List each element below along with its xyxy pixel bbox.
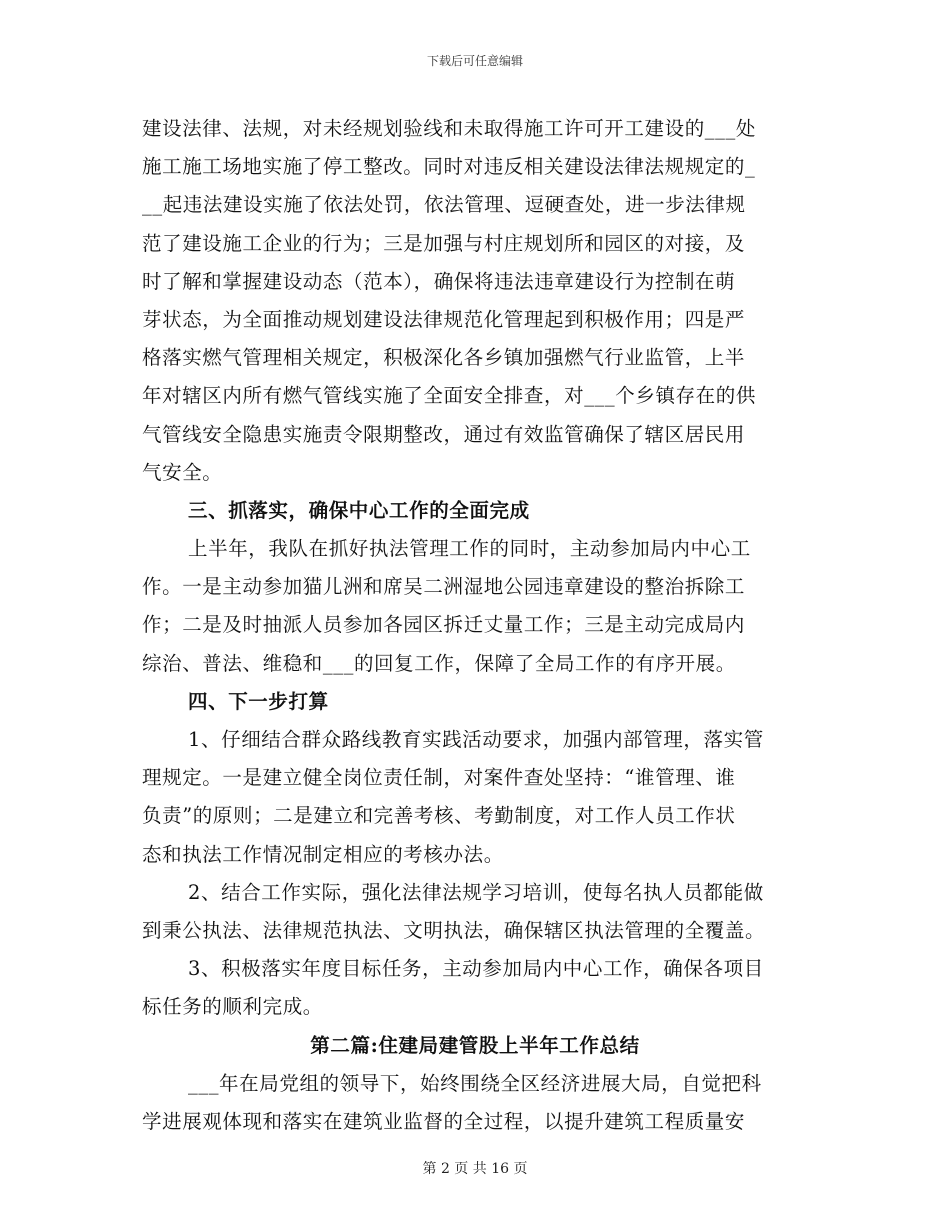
body-line: 作；二是及时抽派人员参加各园区拆迁丈量工作；三是主动完成局内 — [142, 613, 746, 637]
page-header: 下载后可任意编辑 — [426, 54, 523, 68]
body-line: __起违法建设实施了依法处罚，依法管理、逗硬查处，进一步法律规 — [142, 193, 746, 217]
body-line: 施工施工场地实施了停工整改。同时对违反相关建设法律法规规定的_ — [142, 155, 756, 179]
body-line: 芽状态，为全面推动规划建设法律规范化管理起到积极作用；四是严 — [142, 307, 746, 331]
body-line: ___年在局党组的领导下，始终围绕全区经济进展大局，自觉把科 — [188, 1071, 762, 1095]
body-line: 上半年，我队在抓好执法管理工作的同时，主动参加局内中心工 — [188, 537, 751, 561]
section-heading: 第二篇:住建局建管股上半年工作总结 — [310, 1033, 640, 1057]
body-line: 综治、普法、维稳和___的回复工作，保障了全局工作的有序开展。 — [142, 651, 736, 675]
body-line: 时了解和掌握建设动态（范本），确保将违法违章建设行为控制在萌 — [142, 269, 736, 293]
body-line: 格落实燃气管理相关规定，积极深化各乡镇加强燃气行业监管，上半 — [142, 346, 746, 370]
body-line: 1、仔细结合群众路线教育实践活动要求，加强内部管理，落实管 — [188, 728, 764, 751]
body-line: 范了建设施工企业的行为；三是加强与村庄规划所和园区的对接，及 — [142, 231, 746, 255]
section-heading: 三、抓落实，确保中心工作的全面完成 — [188, 498, 530, 522]
page-footer: 第 2 页 共 16 页 — [422, 1161, 528, 1177]
body-line: 2、结合工作实际，强化法律法规学习培训，使每名执人员都能做 — [188, 880, 764, 904]
body-line: 态和执法工作情况制定相应的考核办法。 — [142, 842, 504, 866]
body-line: 建设法律、法规，对未经规划验线和未取得施工许可开工建设的___处 — [142, 117, 756, 140]
section-heading: 四、下一步打算 — [188, 689, 329, 713]
body-line: 理规定。一是建立健全岗位责任制，对案件查处坚持：“谁管理、谁 — [142, 766, 736, 790]
body-line: 气管线安全隐患实施责令限期整改，通过有效监管确保了辖区居民用 — [142, 422, 746, 446]
body-line: 年对辖区内所有燃气管线实施了全面安全排查，对___个乡镇存在的供 — [142, 384, 756, 408]
body-line: 负责”的原则；二是建立和完善考核、考勤制度，对工作人员工作状 — [142, 804, 736, 828]
document-body — [142, 110, 808, 1141]
body-line: 气安全。 — [142, 460, 223, 484]
body-line: 3、积极落实年度目标任务，主动参加局内中心工作，确保各项目 — [188, 957, 764, 981]
body-line: 标任务的顺利完成。 — [142, 995, 323, 1019]
body-line: 到秉公执法、法律规范执法、文明执法，确保辖区执法管理的全覆盖。 — [142, 918, 766, 942]
body-line: 作。一是主动参加猫儿洲和席吴二洲湿地公园违章建设的整治拆除工 — [142, 575, 746, 599]
body-line: 学进展观体现和落实在建筑业监督的全过程，以提升建筑工程质量安 — [142, 1109, 746, 1133]
